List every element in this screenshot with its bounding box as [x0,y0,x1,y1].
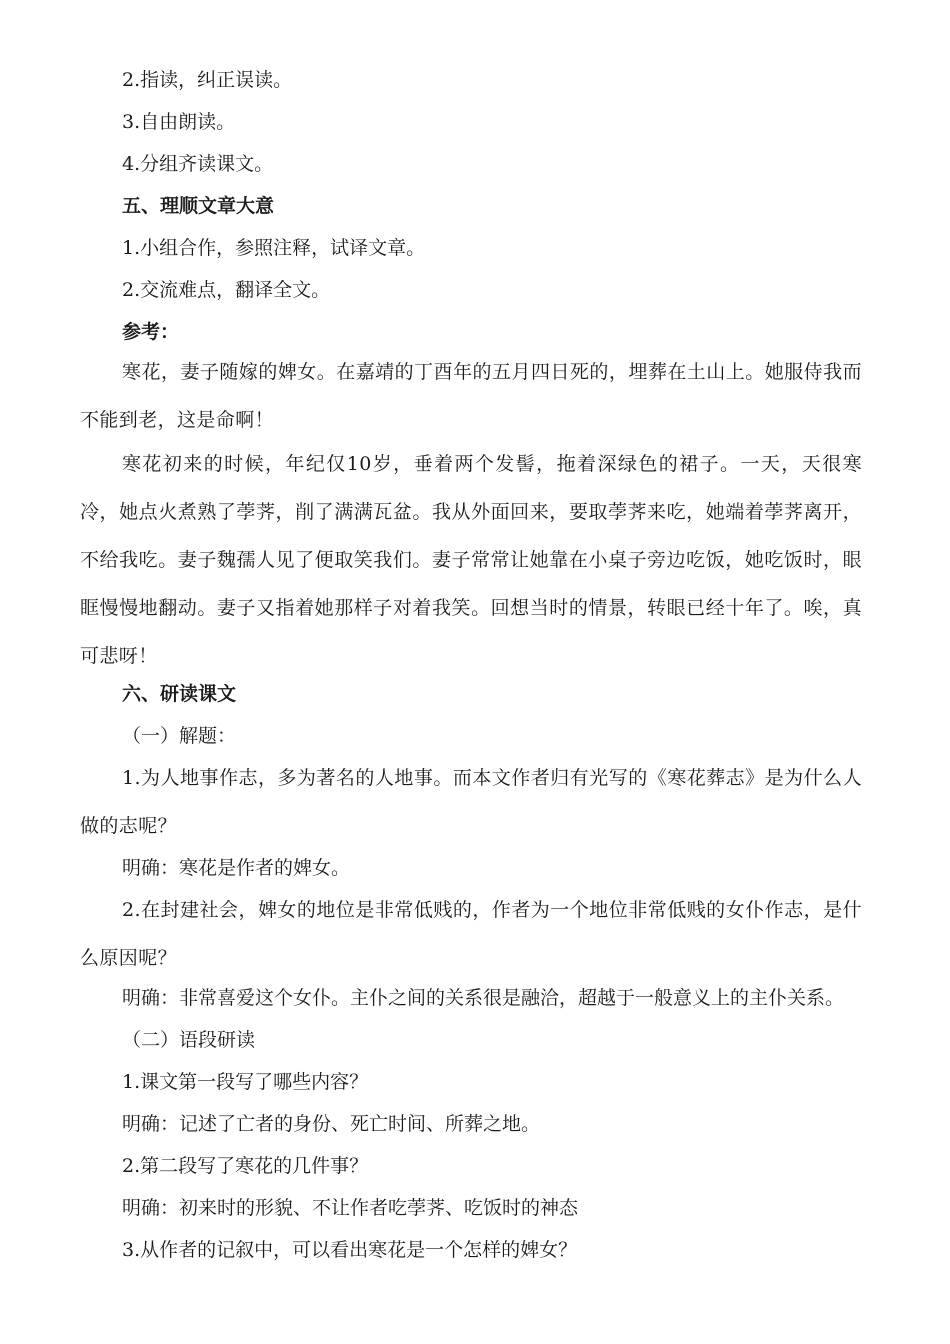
step-2-line: 2.指读，纠正误读。 [122,69,293,91]
answer-4: 明确：初来时的形貌、不让作者吃荸荠、吃饭时的神态 [122,1197,579,1219]
step-3-line: 3.自由朗读。 [122,111,236,133]
section-six-heading: 六、研读课文 [122,683,237,705]
translation-paragraph-2: 寒花初来的时候，年纪仅10岁，垂着两个发髻，拖着深绿色的裙子。一天，天很寒冷，她点火煮熟了荸荠，削了满满瓦盆。我从外面回来，要取荸荠来吃，她端着荸荠离开，不给我吃。妻子魏孺人见了便取笑我们。妻子常常让她靠在小桌子旁边吃饭，她吃饭时，眼眶慢慢地翻动。妻子又指着她那样子对着我笑。回想当时的情景，转眼已经十年了。唉，真可悲呀！ [80,453,862,667]
translation-paragraph-1: 寒花，妻子随嫁的婢女。在嘉靖的丁酉年的五月四日死的，埋葬在土山上。她服侍我而不能到老，这是命啊！ [80,361,862,431]
answer-1: 明确：寒花是作者的婢女。 [122,857,351,879]
answer-3: 明确：记述了亡者的身份、死亡时间、所葬之地。 [122,1113,541,1135]
step-4-line: 4.分组齐读课文。 [122,153,274,175]
question-1: 1.为人地事作志，多为著名的人地事。而本文作者归有光写的《寒花葬志》是为什么人做的志呢？ [80,767,862,837]
question-3: 1.课文第一段写了哪些内容？ [122,1071,369,1093]
question-2: 2.在封建社会，婢女的地位是非常低贱的，作者为一个地位非常低贱的女仆作志，是什么原因呢？ [80,899,862,969]
answer-2: 明确：非常喜爱这个女仆。主仆之间的关系很是融洽，超越于一般意义上的主仆关系。 [122,987,845,1009]
question-5: 3.从作者的记叙中，可以看出寒花是一个怎样的婢女？ [122,1239,578,1261]
section-five-step-2: 2.交流难点，翻译全文。 [122,279,331,301]
section-five-heading: 五、理顺文章大意 [122,195,275,217]
subsection-1-title: （一）解题： [122,725,237,747]
section-five-step-1: 1.小组合作，参照注释，试译文章。 [122,237,426,259]
reference-label: 参考： [122,321,180,343]
question-4: 2.第二段写了寒花的几件事？ [122,1155,369,1177]
subsection-2-title: （二）语段研读 [122,1029,256,1051]
